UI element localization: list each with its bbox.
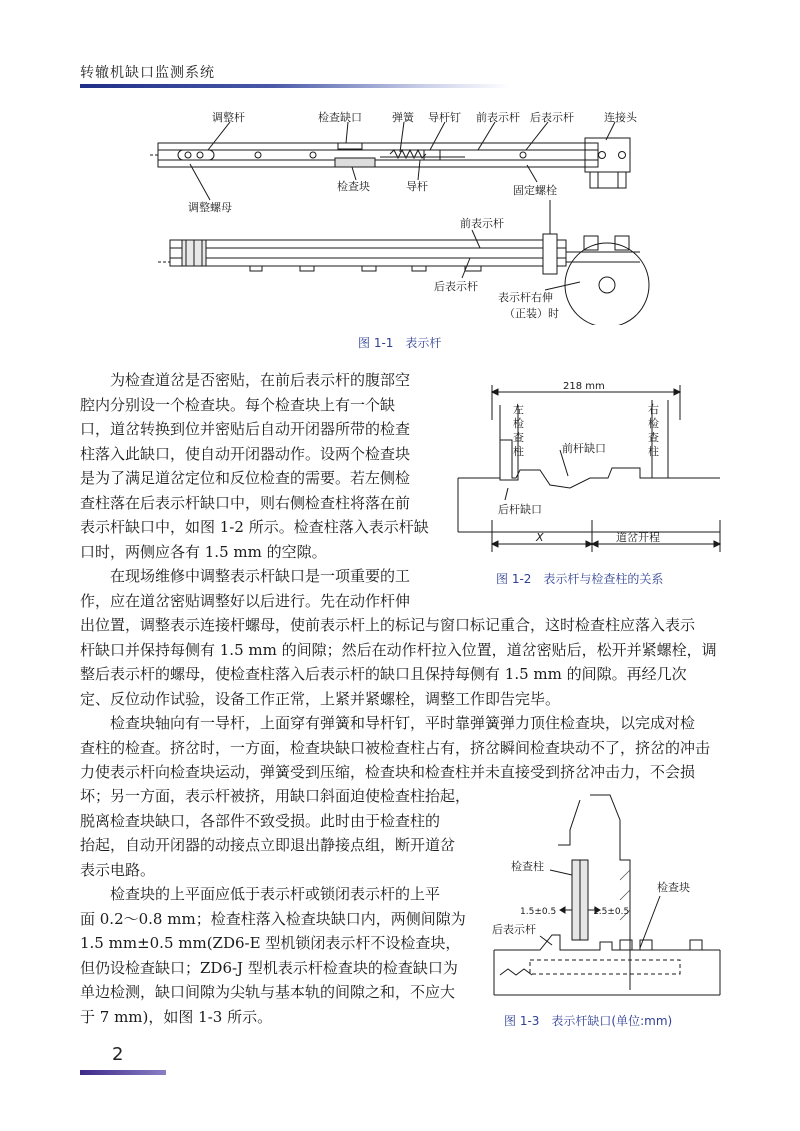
text-line: 检查块轴向有一导杆，上面穿有弹簧和导杆钉，平时靠弹簧弹力顶住检查块，以完成对检 xyxy=(110,714,696,732)
label-rear-rod-2: 后表示杆 xyxy=(434,280,478,293)
figure-1-1 xyxy=(150,105,650,325)
text-line: 整后表示杆的螺母，使检查柱落入后表示杆的缺口且保持每侧有 1.5 mm 的间隙。再经几次 xyxy=(80,665,687,683)
text-line: 坏；另一方面，表示杆被挤，用缺口斜面迫使检查柱抬起， xyxy=(80,787,471,805)
label-gap-right: 1.5±0.5 xyxy=(593,907,630,917)
rod-hole xyxy=(310,152,316,158)
label-right-ext-2: （正装）时 xyxy=(504,307,559,320)
paragraph-2-narrow xyxy=(80,564,455,613)
label-travel: 道岔开程 xyxy=(616,531,660,544)
svg-text:右: 右 xyxy=(648,403,659,416)
text-line: 抬起，自动开闭器的动接点立即退出静接点组，断开道岔 xyxy=(80,836,456,854)
fixing-bolt xyxy=(543,234,557,274)
text-line: 面 0.2～0.8 mm；检查柱落入检查块缺口内，两侧间隙为 xyxy=(80,909,466,928)
text-line: 作，应在道岔密贴调整好以后进行。先在动作杆伸 xyxy=(80,591,411,610)
figure-1-3 xyxy=(488,780,738,1010)
paragraph-3-narrow xyxy=(80,784,480,882)
rod-outline xyxy=(494,935,720,950)
label-adjust-nut: 调整螺母 xyxy=(188,201,232,214)
text-line: 是为了满足道岔定位和反位检查的需要。若左侧检 xyxy=(80,469,411,487)
figure-1-3-caption: 图 1-3 表示杆缺口(单位:mm) xyxy=(504,1014,673,1028)
label-rear-rod: 后表示杆 xyxy=(530,111,574,124)
check-notch-shape xyxy=(338,143,362,149)
figure-1-2 xyxy=(455,372,740,562)
bottom-rod-body xyxy=(170,240,566,266)
label-rear-notch: 后杆缺口 xyxy=(498,503,542,516)
label-front-rod: 前表示杆 xyxy=(476,111,520,124)
text-line: 脱离检查块缺口，各部件不致受损。此时由于检查柱的 xyxy=(80,811,441,830)
svg-text:左: 左 xyxy=(513,403,524,416)
label-width: 218 mm xyxy=(563,381,605,392)
text-line: 表示电路。 xyxy=(80,860,156,879)
svg-text:查: 查 xyxy=(648,431,659,444)
svg-text:柱: 柱 xyxy=(648,445,659,458)
label-right-col xyxy=(648,403,659,458)
text-line: 查柱落在后表示杆缺口中，则右侧检查柱将落在前 xyxy=(80,493,411,512)
text-line: 在现场维修中调整表示杆缺口是一项重要的工 xyxy=(110,567,411,585)
label-front-notch: 前杆缺口 xyxy=(562,442,606,455)
label-right-ext-1: 表示杆右伸 xyxy=(498,291,553,304)
text-line: 口时，两侧应各有 1.5 mm 的空隙。 xyxy=(80,542,327,561)
paragraph-1 xyxy=(80,368,455,564)
text-line: 1.5 mm±0.5 mm(ZD6-E 型机锁闭表示杆不设检查块， xyxy=(80,934,461,952)
svg-text:柱: 柱 xyxy=(513,445,524,458)
label-connector: 连接头 xyxy=(604,111,637,124)
text-line: 口，道岔转换到位并密贴后自动开闭器所带的检查 xyxy=(80,420,411,438)
header-rule xyxy=(80,84,510,88)
text-line: 于 7 mm)，如图 1-3 所示。 xyxy=(80,1007,273,1026)
rod-hole xyxy=(255,152,261,158)
figure-1-2-caption: 图 1-2 表示杆与检查柱的关系 xyxy=(496,572,664,586)
label-spring: 弹簧 xyxy=(392,111,414,124)
paragraph-4 xyxy=(80,882,480,1029)
label-adjust-rod: 调整杆 xyxy=(212,111,245,124)
figure-1-1-caption: 图 1-1 表示杆 xyxy=(358,336,442,350)
label-guide-pin: 导杆钉 xyxy=(428,111,461,124)
label-check-block: 检查块 xyxy=(657,881,690,894)
text-line: 定、反位动作试验，设备工作正常，上紧并紧螺栓，调整工作即告完毕。 xyxy=(80,689,561,708)
text-line: 检查块的上平面应低于表示杆或锁闭表示杆的上平 xyxy=(110,885,441,903)
label-guide-rod: 导杆 xyxy=(406,180,428,193)
text-line: 柱落入此缺口，使自动开闭器动作。设两个检查块 xyxy=(80,444,411,463)
label-x: X xyxy=(536,531,544,544)
text-line: 杆缺口并保持每侧有 1.5 mm 的间隙；然后在动作杆拉入位置，道岔密贴后，松开并紧螺栓，调 xyxy=(80,640,717,659)
check-block-top xyxy=(335,158,375,167)
adjust-rod-slot xyxy=(178,150,214,160)
text-line: 但仍设检查缺口；ZD6-J 型机表示杆检查块的检查缺口为 xyxy=(80,958,458,977)
label-front-rod-2: 前表示杆 xyxy=(460,217,504,230)
label-check-block: 检查块 xyxy=(337,180,370,193)
text-line: 查柱的检查。挤岔时，一方面，检查块缺口被检查柱占有，挤岔瞬间检查块动不了，挤岔的冲击 xyxy=(80,738,711,757)
paragraph-2-full xyxy=(80,613,720,711)
top-rod-body xyxy=(158,143,598,167)
paragraph-3-full xyxy=(80,711,720,785)
svg-text:检: 检 xyxy=(648,417,659,430)
label-left-col xyxy=(513,403,524,458)
guide-pin xyxy=(424,150,440,160)
text-line: 单边检测，缺口间隙为尖轨与基本轨的间隙之和，不应大 xyxy=(80,983,456,1001)
page-number: 2 xyxy=(112,1044,124,1065)
label-fixing-bolt: 固定螺栓 xyxy=(513,184,557,197)
svg-text:查: 查 xyxy=(513,431,524,444)
text-line: 出位置，调整表示连接杆螺母，使前表示杆上的标记与窗口标记重合，这时检查柱应落入表示 xyxy=(80,616,696,634)
running-header: 转辙机缺口监测系统 xyxy=(80,65,215,81)
label-gap-left: 1.5±0.5 xyxy=(520,907,557,917)
check-block xyxy=(530,960,680,974)
svg-text:检: 检 xyxy=(513,417,524,430)
label-check-notch: 检查缺口 xyxy=(318,111,362,124)
text-line: 表示杆缺口中，如图 1-2 所示。检查柱落入表示杆缺 xyxy=(80,518,429,536)
rod-end-circle xyxy=(565,243,649,325)
text-line: 为检查道岔是否密贴，在前后表示杆的腹部空 xyxy=(110,371,411,389)
text-line: 腔内分别设一个检查块。每个检查块上有一个缺 xyxy=(80,395,396,414)
label-rear-rod: 后表示杆 xyxy=(492,923,536,936)
text-line: 力使表示杆向检查块运动，弹簧受到压缩，检查块和检查柱并未直接受到挤岔冲击力，不会损 xyxy=(80,763,696,781)
footer-rule xyxy=(80,1070,166,1075)
housing xyxy=(590,795,630,990)
label-check-col: 检查柱 xyxy=(511,860,544,873)
